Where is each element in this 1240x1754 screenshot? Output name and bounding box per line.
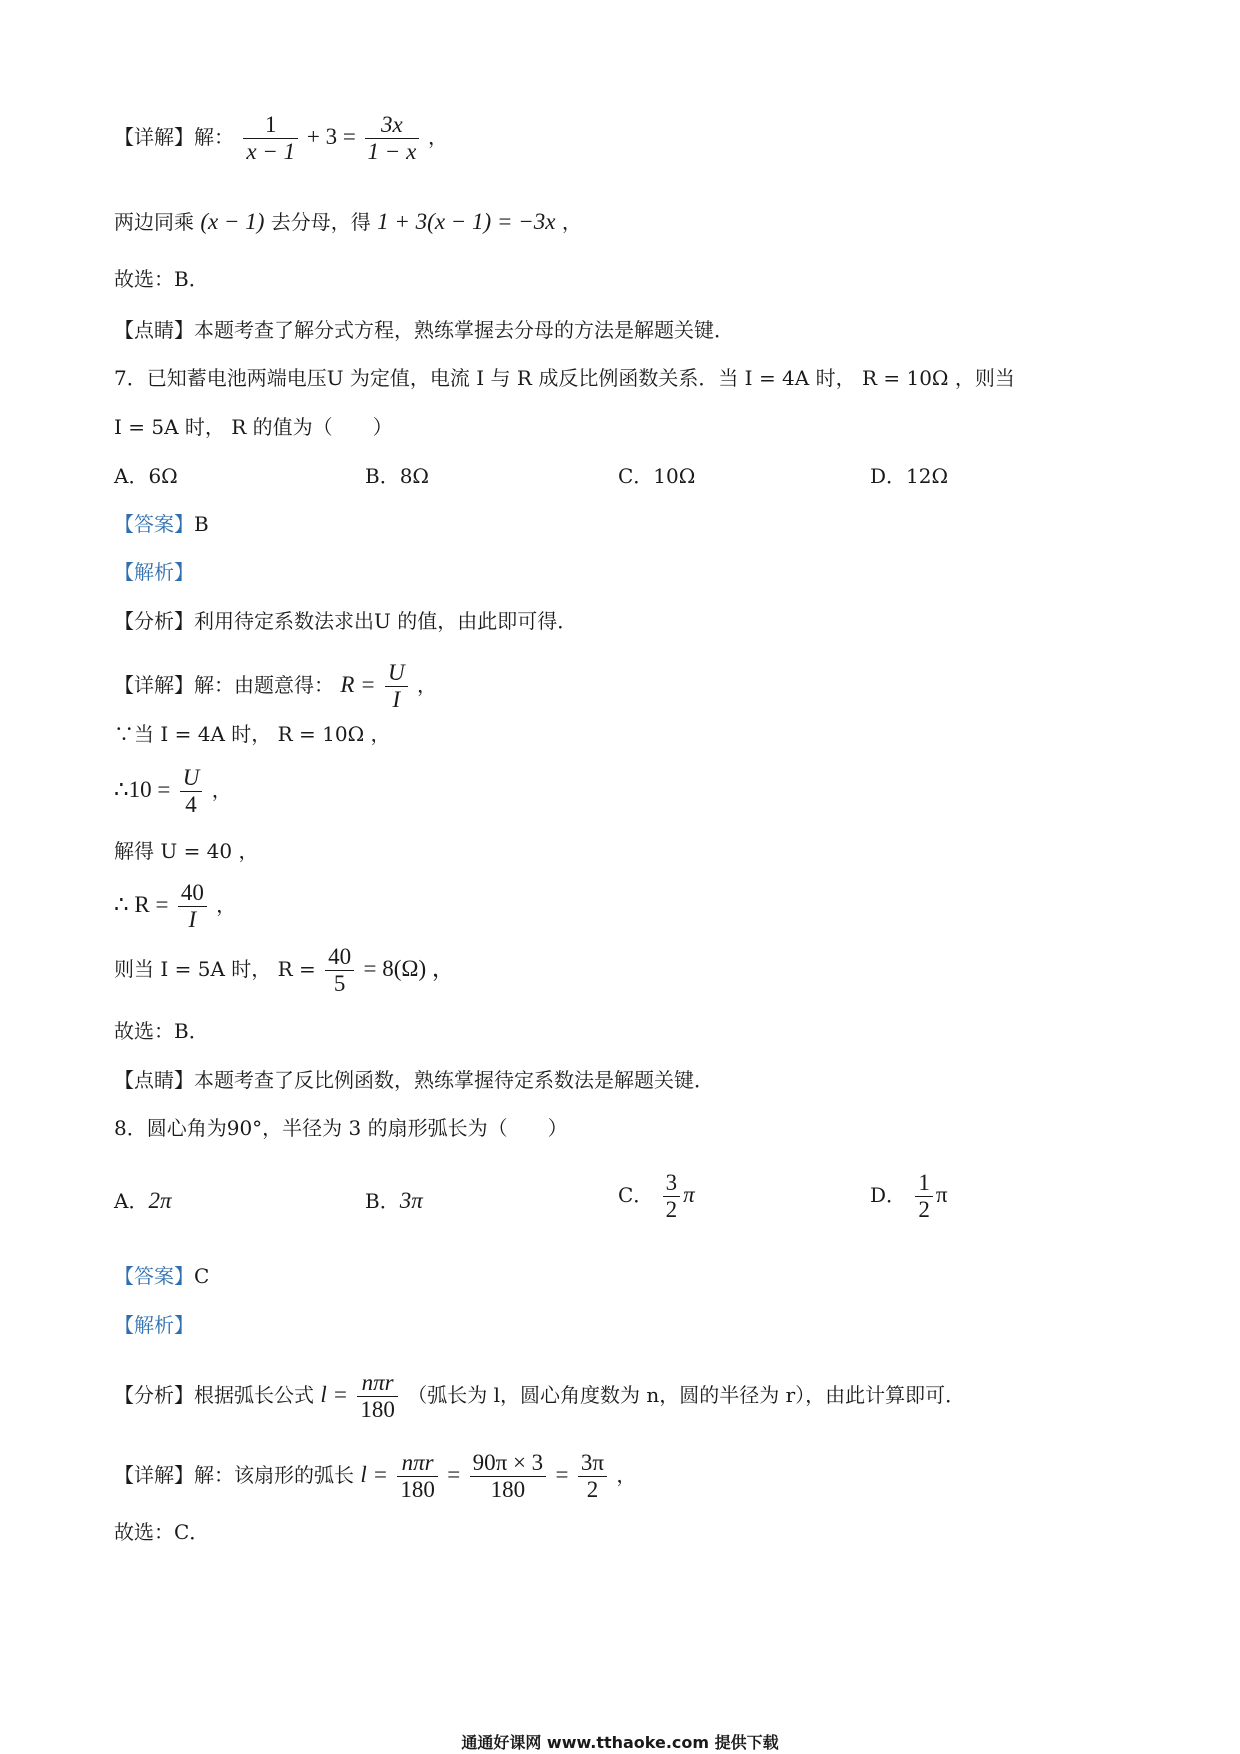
q8-analysis-tag: 【解析】 bbox=[114, 1313, 194, 1337]
q7-answer: 【答案】B bbox=[114, 512, 209, 536]
q7-stem-line2: I = 5A 时， R 的值为（ ） bbox=[114, 415, 393, 439]
q8-option-b: B．3π bbox=[365, 1188, 423, 1213]
fraction: $\frac{40}{5}$ bbox=[325, 944, 354, 997]
fraction: $\frac{3x}{1 - x}$ bbox=[365, 112, 420, 165]
q7-analysis: 【分析】利用待定系数法求出U 的值，由此即可得． bbox=[114, 609, 578, 633]
q7-detail-4: 解得 U = 40 ， bbox=[114, 839, 259, 863]
q8-answer: 【答案】C bbox=[114, 1264, 210, 1288]
q7-option-d: D．12Ω bbox=[870, 464, 949, 488]
fraction: $\frac{40}{I}$ bbox=[178, 880, 207, 933]
q7-comment: 【点睛】本题考查了反比例函数，熟练掌握待定系数法是解题关键． bbox=[114, 1068, 714, 1092]
q7-option-b: B．8Ω bbox=[365, 464, 430, 488]
q8-analysis: 【分析】根据弧长公式 l = $\frac{\text{nπr}}{180}$ （弧长为 l，圆心角度数为 n，圆的半径为 r），由此计算即可． bbox=[114, 1370, 966, 1422]
q6-step-line: 两边同乘 (x − 1) 去分母，得 1 + 3(x − 1) = −3x ， bbox=[114, 209, 582, 234]
fraction: $\frac{U}{I}$ bbox=[385, 660, 408, 713]
fraction: $\frac{\text{nπr}}{180}$ bbox=[397, 1450, 438, 1503]
fraction: $\frac{1}{2}$ bbox=[915, 1170, 933, 1223]
q7-detail-3: ∴10 = $\frac{U}{4}$ ， bbox=[114, 765, 232, 817]
q8-option-a: A．2π bbox=[114, 1188, 172, 1213]
fraction: $\frac{\text{nπr}}{180}$ bbox=[357, 1370, 398, 1423]
fraction: $\frac{U}{4}$ bbox=[180, 765, 203, 818]
fraction: $\frac{3\pi}{2}$ bbox=[578, 1450, 607, 1503]
equation: $\frac{1}{x - 1}$ + 3 = $\frac{3x}{1 - x}$ bbox=[240, 124, 428, 149]
q7-stem-line1: 7．已知蓄电池两端电压U 为定值，电流 I 与 R 成反比例函数关系．当 I = 4A 时， R = 10Ω ，则当 bbox=[114, 366, 1015, 390]
q7-choice: 故选：B． bbox=[114, 1019, 209, 1043]
q7-analysis-tag: 【解析】 bbox=[114, 560, 194, 584]
q7-detail-6: 则当 I = 5A 时， R = $\frac{40}{5}$ = 8(Ω) ， bbox=[114, 944, 455, 996]
q7-detail-1: 【详解】解：由题意得： R = $\frac{U}{I}$ ， bbox=[114, 660, 438, 712]
q6-detail-line: 【详解】解： $\frac{1}{x - 1}$ + 3 = $\frac{3x}{1 - x}$ ， bbox=[114, 112, 449, 164]
q7-detail-2: ∵当 I = 4A 时， R = 10Ω ， bbox=[114, 722, 391, 746]
fraction: $\frac{3}{2}$ bbox=[663, 1170, 681, 1223]
q8-option-d: D． $\frac{1}{2}$ π bbox=[870, 1170, 948, 1222]
fraction: $\frac{90\pi \times 3}{180}$ bbox=[470, 1450, 547, 1503]
fraction: $\frac{1}{x - 1}$ bbox=[243, 112, 298, 165]
page-footer: 通通好课网 www.tthaoke.com 提供下载 bbox=[461, 1733, 779, 1752]
q8-choice: 故选：C． bbox=[114, 1520, 210, 1544]
q7-option-c: C．10Ω bbox=[618, 464, 696, 488]
q7-detail-5: ∴ R = $\frac{40}{I}$ ， bbox=[114, 880, 237, 932]
q6-choice: 故选：B． bbox=[114, 267, 209, 291]
q6-comment: 【点睛】本题考查了解分式方程，熟练掌握去分母的方法是解题关键． bbox=[114, 318, 734, 342]
q8-detail: 【详解】解：该扇形的弧长 l = $\frac{\text{nπr}}{180}$ = $\frac{90\pi \times 3}{180}$ = $\frac{3\pi}{2}$ ， bbox=[114, 1450, 637, 1502]
q8-stem: 8．圆心角为90°，半径为 3 的扇形弧长为（ ） bbox=[114, 1116, 568, 1140]
q7-option-a: A．6Ω bbox=[114, 464, 178, 488]
detail-label: 【详解】解： bbox=[114, 124, 234, 149]
q8-option-c: C． $\frac{3}{2}$ π bbox=[618, 1170, 695, 1222]
